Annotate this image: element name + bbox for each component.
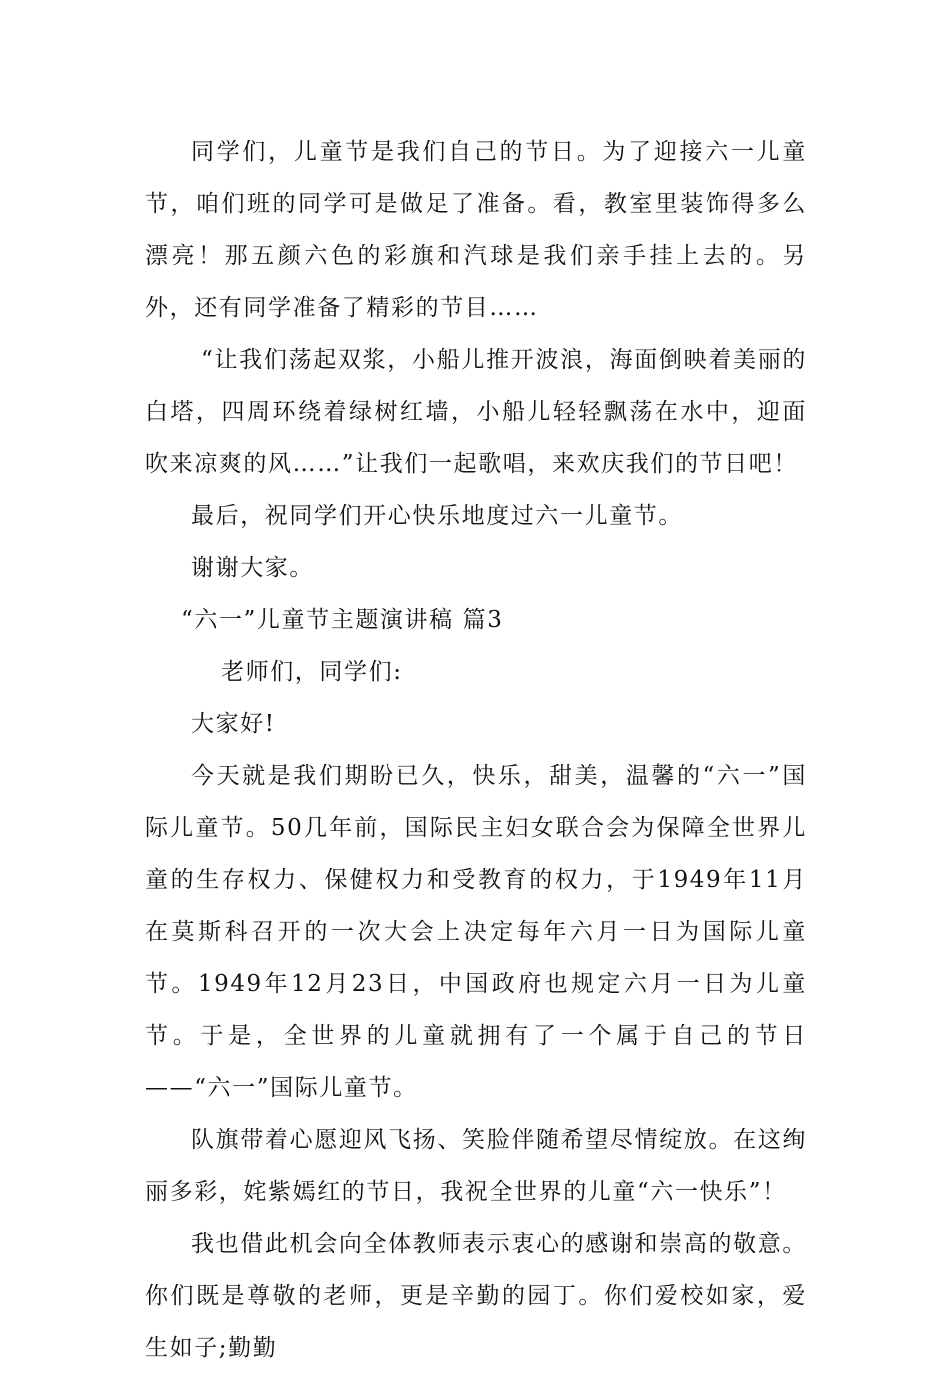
paragraph-intro: 同学们，儿童节是我们自己的节日。为了迎接六一儿童节，咱们班的同学可是做足了准备。看，教室里装饰得多么漂亮！那五颜六色的彩旗和汽球是我们亲手挂上去的。另外，还有同学准备了精彩的节目…… [145, 139, 807, 321]
paragraph-festival-wish: 队旗带着心愿迎风飞扬、笑脸伴随希望尽情绽放。在这绚丽多彩，姹紫嫣红的节日，我祝全世界的儿童“六一快乐”！ [145, 1127, 807, 1205]
paragraph-history: 今天就是我们期盼已久，快乐，甜美，温馨的“六一”国际儿童节。50几年前，国际民主妇女联合会为保障全世界儿童的生存权力、保健权力和受教育的权力，于1949年11月在莫斯科召开的一次大会上决定每年六月一日为国际儿童节。1949年12月23日，中国政府也规定六月一日为儿童节。于是，全世界的儿童就拥有了一个属于自己的节日——“六一”国际儿童节。 [145, 763, 807, 1101]
paragraph-thanks: 谢谢大家。 [191, 555, 314, 581]
paragraph-teacher-thanks: 我也借此机会向全体教师表示衷心的感谢和崇高的敬意。你们既是尊敬的老师，更是辛勤的园丁。你们爱校如家，爱生如子;勤勤 [145, 1231, 807, 1361]
greeting: 大家好! [191, 711, 276, 737]
paragraph-closing-wish: 最后，祝同学们开心快乐地度过六一儿童节。 [191, 503, 683, 529]
document-body [145, 126, 807, 1374]
section-heading: “六一”儿童节主题演讲稿 篇3 [181, 607, 504, 633]
salutation: 老师们，同学们: [221, 659, 403, 685]
paragraph-song-lyrics: “让我们荡起双浆，小船儿推开波浪，海面倒映着美丽的白塔，四周环绕着绿树红墙，小船儿轻轻飘荡在水中，迎面吹来凉爽的风……”让我们一起歌唱，来欢庆我们的节日吧！ [145, 347, 807, 477]
